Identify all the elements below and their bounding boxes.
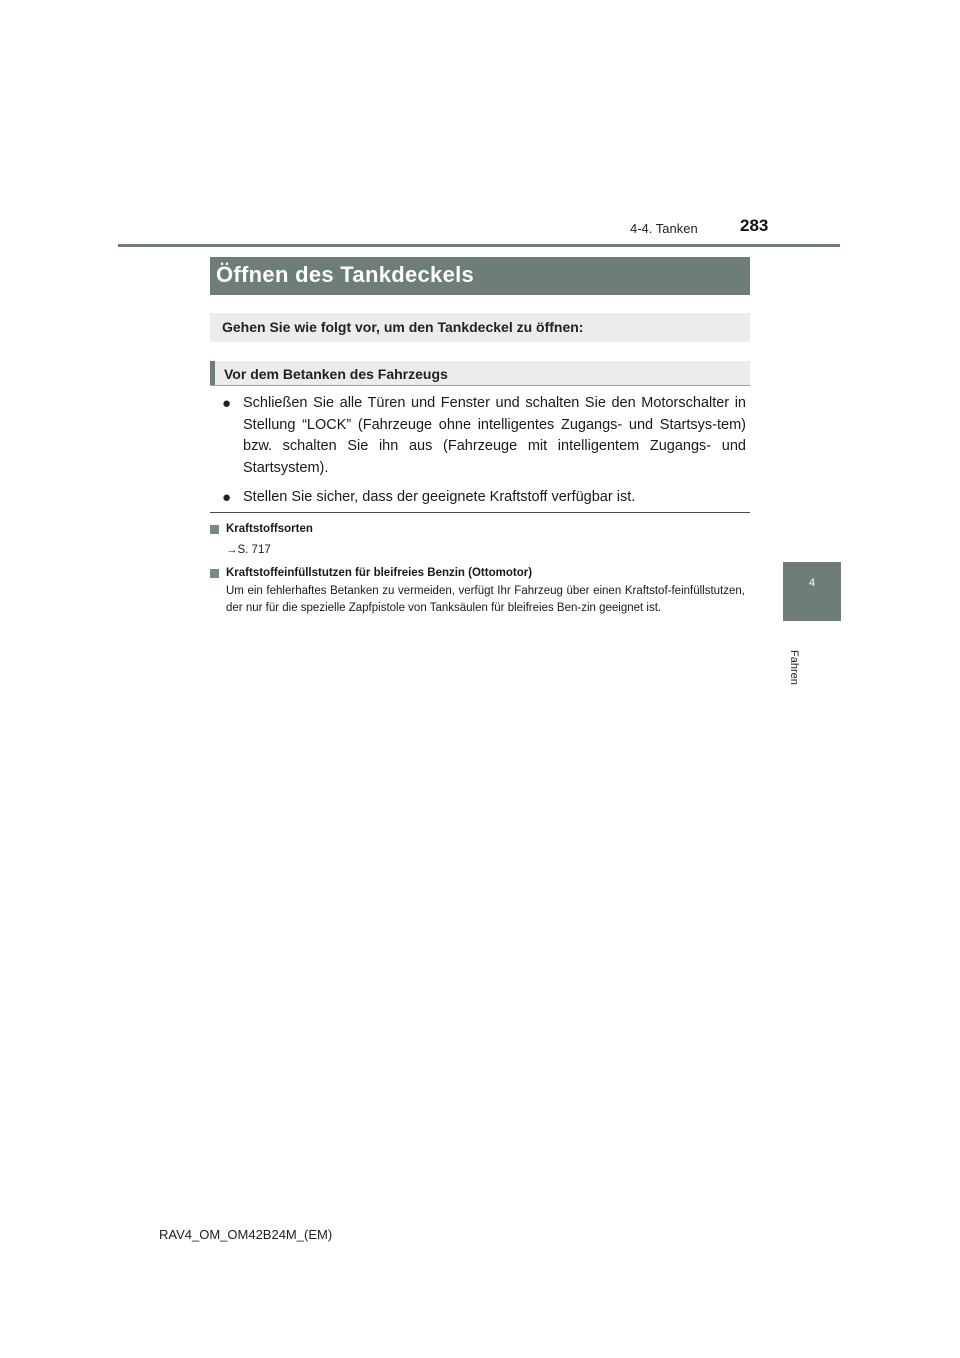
note-reference-link[interactable]: →S. 717 bbox=[226, 544, 271, 556]
note-heading-text: Kraftstoffsorten bbox=[226, 523, 313, 535]
list-item-text: Schließen Sie alle Türen und Fenster und schalten Sie den Motorschalter in Stellung “LOCK” (Fahrzeuge ohne intelligentes Zugangs- und Startsys-tem) bzw. schalten Sie ihn aus (Fahrzeuge mit intelligentem Zugangs- und Startsystem). bbox=[243, 395, 746, 476]
section-end-divider bbox=[210, 512, 750, 513]
chapter-number: 4 bbox=[808, 577, 816, 589]
square-bullet-icon bbox=[210, 569, 219, 578]
note-heading-text: Kraftstoffeinfüllstutzen für bleifreies Benzin (Ottomotor) bbox=[226, 567, 533, 579]
list-item-text: Stellen Sie sicher, dass der geeignete Kraftstoff verfügbar ist. bbox=[243, 489, 636, 505]
list-item bbox=[222, 487, 746, 509]
bullet-icon: ● bbox=[222, 395, 232, 412]
chapter-tab bbox=[783, 562, 841, 621]
square-bullet-icon bbox=[210, 525, 219, 534]
intro-text: Gehen Sie wie folgt vor, um den Tankdeckel zu öffnen: bbox=[222, 319, 584, 335]
footer-document-id: RAV4_OM_OM42B24M_(EM) bbox=[159, 1227, 333, 1242]
header-section-title: 4-4. Tanken bbox=[630, 221, 698, 236]
bullet-icon: ● bbox=[222, 489, 232, 506]
intro-box bbox=[210, 313, 750, 342]
subheading-accent bbox=[210, 361, 215, 385]
header-divider bbox=[118, 244, 840, 247]
note-body-text: Um ein fehlerhaftes Betanken zu vermeiden, verfügt Ihr Fahrzeug über einen Kraftstof-feinfüllstutzen, der nur für die spezielle Zapfpistole von Tanksäulen für bleifreies Ben-zin geeignet ist. bbox=[226, 585, 745, 614]
note-heading bbox=[210, 567, 745, 579]
list-item bbox=[222, 393, 746, 479]
note-heading bbox=[210, 523, 745, 535]
note-fuel-types bbox=[210, 523, 745, 559]
instruction-list bbox=[222, 393, 746, 517]
page-title: Öffnen des Tankdeckels bbox=[216, 262, 475, 287]
subheading-text: Vor dem Betanken des Fahrzeugs bbox=[224, 366, 448, 382]
note-filler-neck bbox=[210, 567, 745, 616]
chapter-label-text: Fahren bbox=[788, 650, 800, 685]
page-number: 283 bbox=[740, 216, 769, 235]
section-title-bar bbox=[210, 257, 750, 295]
subheading-bar bbox=[210, 361, 750, 386]
chapter-label bbox=[780, 650, 810, 710]
